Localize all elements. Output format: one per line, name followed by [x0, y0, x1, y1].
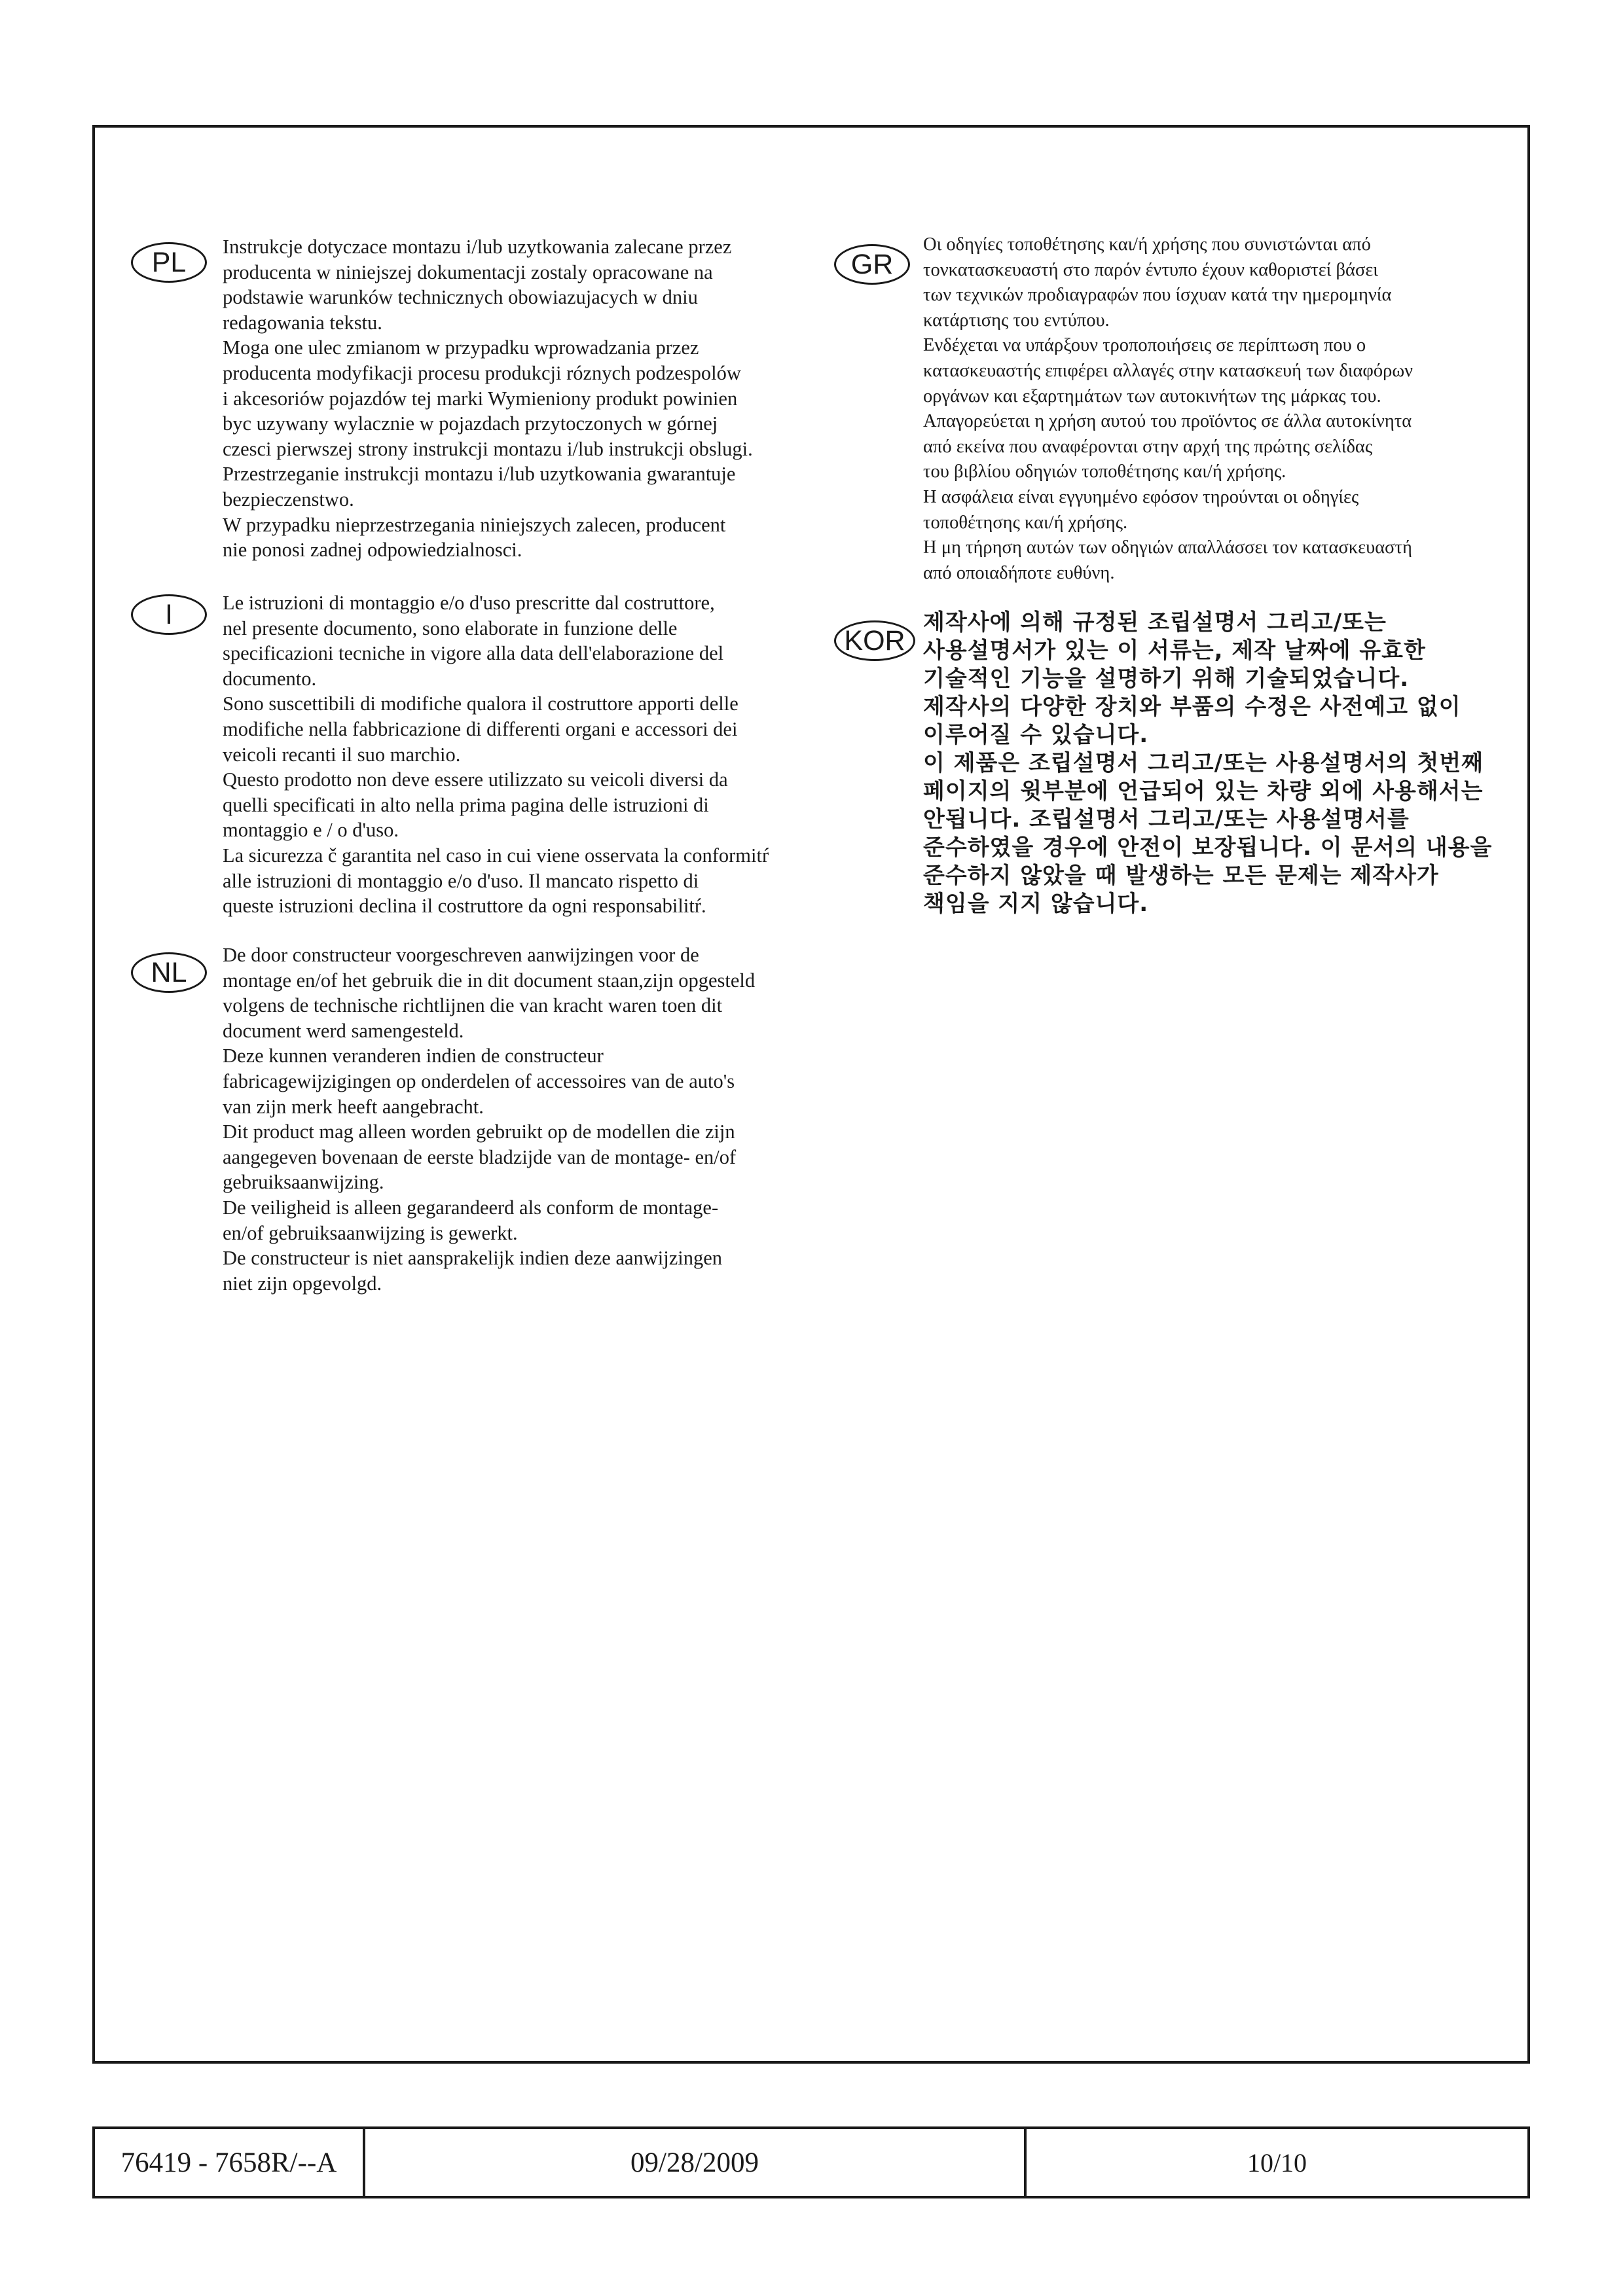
page-number: 10/10: [1247, 2147, 1307, 2178]
paragraph: Dit product mag alleen worden gebruikt op de modellen die zijn aangegeven bovenaan de eerste bladzijde van de montage- en/of gebruiksaanwijzing.: [223, 1121, 737, 1194]
section-i-text: [223, 590, 799, 919]
paragraph: Η ασφάλεια είναι εγγυημένο εφόσον τηρούνται οι οδηγίες τοποθέτησης και/ή χρήσης.: [923, 486, 1359, 533]
paragraph: Questo prodotto non deve essere utilizzato su veicoli diversi da quelli specificati in alto nella prima pagina delle istruzioni di montaggio e / o d'uso.: [223, 768, 728, 842]
footer-table: [92, 2126, 1530, 2198]
paragraph: De veiligheid is alleen gegarandeerd als conform de montage- en/of gebruiksaanwijzing is gewerkt.: [223, 1196, 719, 1244]
language-badge-kor: KOR: [834, 620, 915, 661]
paragraph: Απαγορεύεται η χρήση αυτού του προϊόντος σε άλλα αυτοκίνητα από εκείνα που αναφέρονται στην αρχή της πρώτης σελίδας του βιβλίου οδηγιών τοποθέτησης και/ή χρήσης.: [923, 411, 1412, 482]
paragraph: De door constructeur voorgeschreven aanwijzingen voor de montage en/of het gebruik die in dit document staan,zijn opgesteld volgens de technische richtlijnen die van kracht waren toen dit document werd samengesteld.: [223, 944, 756, 1042]
paragraph: Η μη τήρηση αυτών των οδηγιών απαλλάσσει τον κατασκευαστή από οποιαδήποτε ευθύνη.: [923, 537, 1412, 583]
paragraph: Sono suscettibili di modifiche qualora il costruttore apporti delle modifiche nella fabbricazione di differenti organi e accessori dei veicoli recanti il suo marchio.: [223, 692, 739, 766]
paragraph: La sicurezza č garantita nel caso in cui viene osservata la conformitŕ alle istruzioni di montaggio e/o d'uso. Il mancato rispetto di queste istruzioni declina il costruttore da ogni responsabilitŕ.: [223, 844, 769, 918]
paragraph: 제작사에 의해 규정된 조립설명서 그리고/또는 사용설명서가 있는 이 서류는, 제작 날짜에 유효한 기술적인 기능을 설명하기 위해 기술되었습니다.: [923, 609, 1426, 692]
language-badge-pl: PL: [131, 242, 207, 283]
paragraph: Przestrzeganie instrukcji montazu i/lub uzytkowania gwarantuje bezpieczenstwo.: [223, 463, 736, 511]
document-date: 09/28/2009: [365, 2129, 1027, 2196]
paragraph: 이 제품은 조립설명서 그리고/또는 사용설명서의 첫번째 페이지의 윗부분에 언급되어 있는 차량 외에 사용해서는 안됩니다. 조립설명서 그리고/또는 사용설명서를 준수하였을 경우에 안전이 보장됩니다. 이 문서의 내용을 준수하지 않았을 때 발생하는 모든 문제는 제작사가 책임을 지지 않습니다.: [923, 750, 1493, 917]
section-nl-text: [223, 942, 799, 1296]
paragraph: Ενδέχεται να υπάρξουν τροποποιήσεις σε περίπτωση που ο κατασκευαστής επιφέρει αλλαγές στην κατασκευή των διαφόρων οργάνων και εξαρτημάτων των αυτοκινήτων της μάρκας του.: [923, 335, 1413, 406]
document-reference: 76419 - 7658R/--A: [95, 2129, 365, 2196]
paragraph: Instrukcje dotyczace montazu i/lub uzytkowania zalecane przez producenta w niniejszej dokumentacji zostaly opracowane na podstawie warunków technicznych obowiazujacych w dniu redagowania tekstu.: [223, 236, 732, 334]
language-badge-nl: NL: [131, 952, 207, 993]
language-badge-gr: GR: [834, 244, 910, 285]
paragraph: Οι οδηγίες τοποθέτησης και/ή χρήσης που συνιστώνται από τονκατασκευαστή στο παρόν έντυπο έχουν καθοριστεί βάσει των τεχνικών προδιαγραφών που ίσχυαν κατά την ημερομηνία κατάρτισης του εντύπου.: [923, 234, 1392, 331]
section-gr-text: [923, 232, 1512, 586]
paragraph: De constructeur is niet aansprakelijk indien deze aanwijzingen niet zijn opgevolgd.: [223, 1247, 723, 1295]
section-pl-text: [223, 234, 799, 563]
paragraph: Deze kunnen veranderen indien de constructeur fabricagewijzigingen op onderdelen of accessoires van de auto's van zijn merk heeft aangebracht.: [223, 1045, 735, 1118]
section-kor-text: [923, 609, 1512, 918]
paragraph: W przypadku nieprzestrzegania niniejszych zalecen, producent nie ponosi zadnej odpowiedzialnosci.: [223, 513, 726, 562]
paragraph: Le istruzioni di montaggio e/o d'uso prescritte dal costruttore, nel presente documento, sono elaborate in funzione delle specificazioni tecniche in vigore alla data dell'elaborazione del documento.: [223, 592, 724, 690]
paragraph: 제작사의 다양한 장치와 부품의 수정은 사전예고 없이 이루어질 수 있습니다.: [923, 694, 1461, 748]
paragraph: Moga one ulec zmianom w przypadku wprowadzania przez producenta modyfikacji procesu produkcji róznych podzespolów i akcesoriów pojazdów tej marki Wymieniony produkt powinien byc uzywany wylacznie w pojazdach przytoczonych w górnej czesci pierwszej strony instrukcji montazu i/lub instrukcji obslugi.: [223, 336, 753, 460]
language-badge-i: I: [131, 594, 207, 635]
